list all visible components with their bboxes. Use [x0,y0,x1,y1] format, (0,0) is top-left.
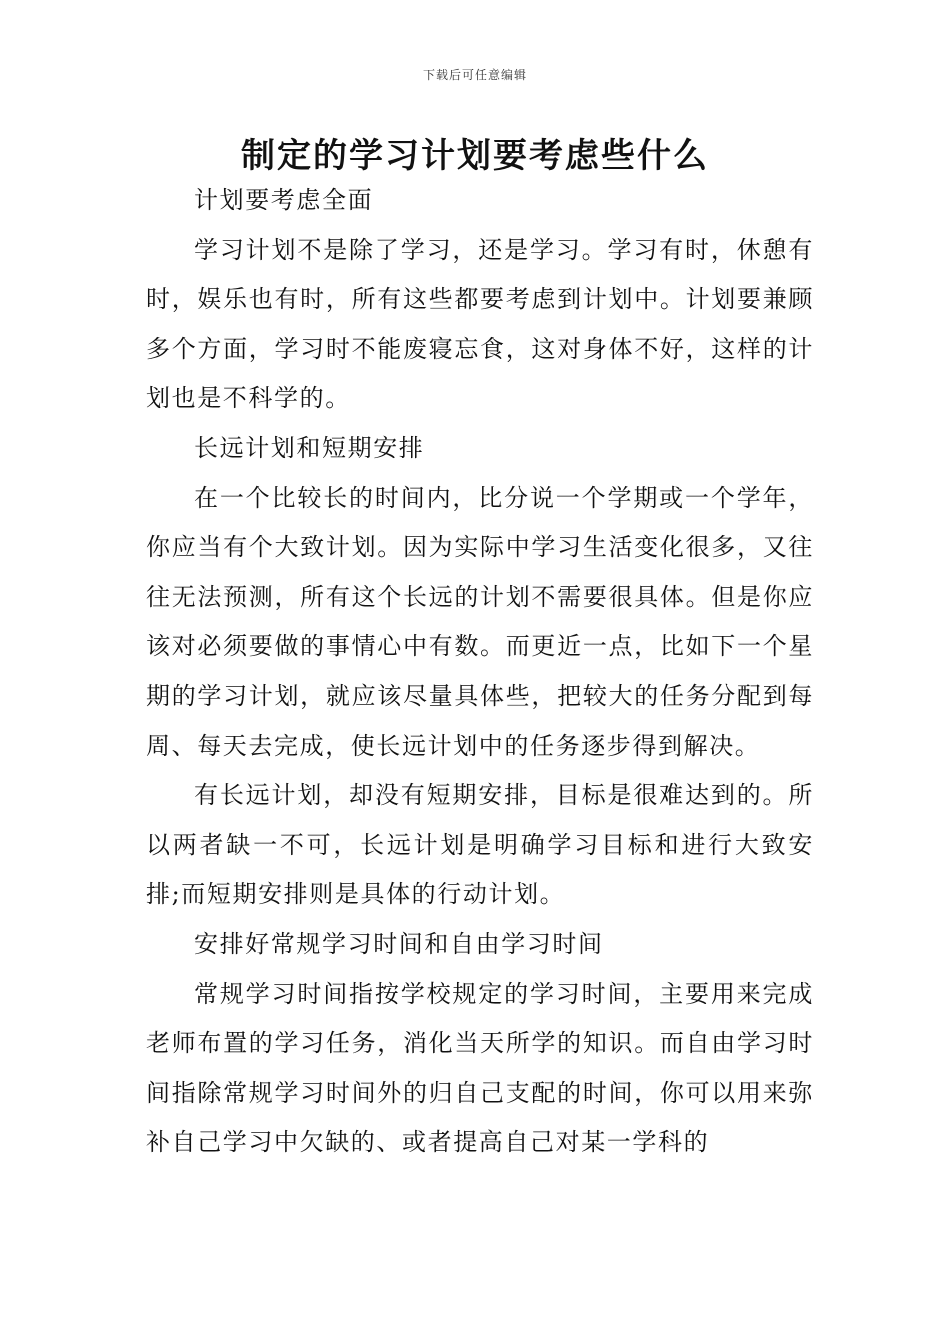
section-heading-2: 长远计划和短期安排 [194,433,425,462]
section-heading-3: 安排好常规学习时间和自由学习时间 [194,929,604,958]
section-heading-1: 计划要考虑全面 [194,186,374,214]
paragraph-3-1: 常规学习时间指按学校规定的学习时间，主要用来完成老师布置的学习任务，消化当天所学的知识。而自由学习时间指除常规学习时间外的归自己支配的时间，你可以用来弥补自己学习中欠缺的、或者提高自己对某一学科的 [146,979,814,1157]
paragraph-2-1: 在一个比较长的时间内，比分说一个学期或一个学年，你应当有个大致计划。因为实际中学习生活变化很多，又往往无法预测，所有这个长远的计划不需要很具体。但是你应该对必须要做的事情心中有数。而更近一点，比如下一个星期的学习计划，就应该尽量具体些，把较大的任务分配到每周、每天去完成，使长远计划中的任务逐步得到解决。 [146,483,814,760]
document-title: 制定的学习计划要考虑些什么 [241,136,709,176]
header-note: 下载后可任意编辑 [422,68,527,82]
document-body [146,176,814,1168]
paragraph-2-2: 有长远计划，却没有短期安排，目标是很难达到的。所以两者缺一不可，长远计划是明确学习目标和进行大致安排;而短期安排则是具体的行动计划。 [146,781,814,909]
paragraph-1-1: 学习计划不是除了学习，还是学习。学习有时，休憩有时，娱乐也有时，所有这些都要考虑到计划中。计划要兼顾多个方面，学习时不能废寝忘食，这对身体不好，这样的计划也是不科学的。 [146,235,814,413]
